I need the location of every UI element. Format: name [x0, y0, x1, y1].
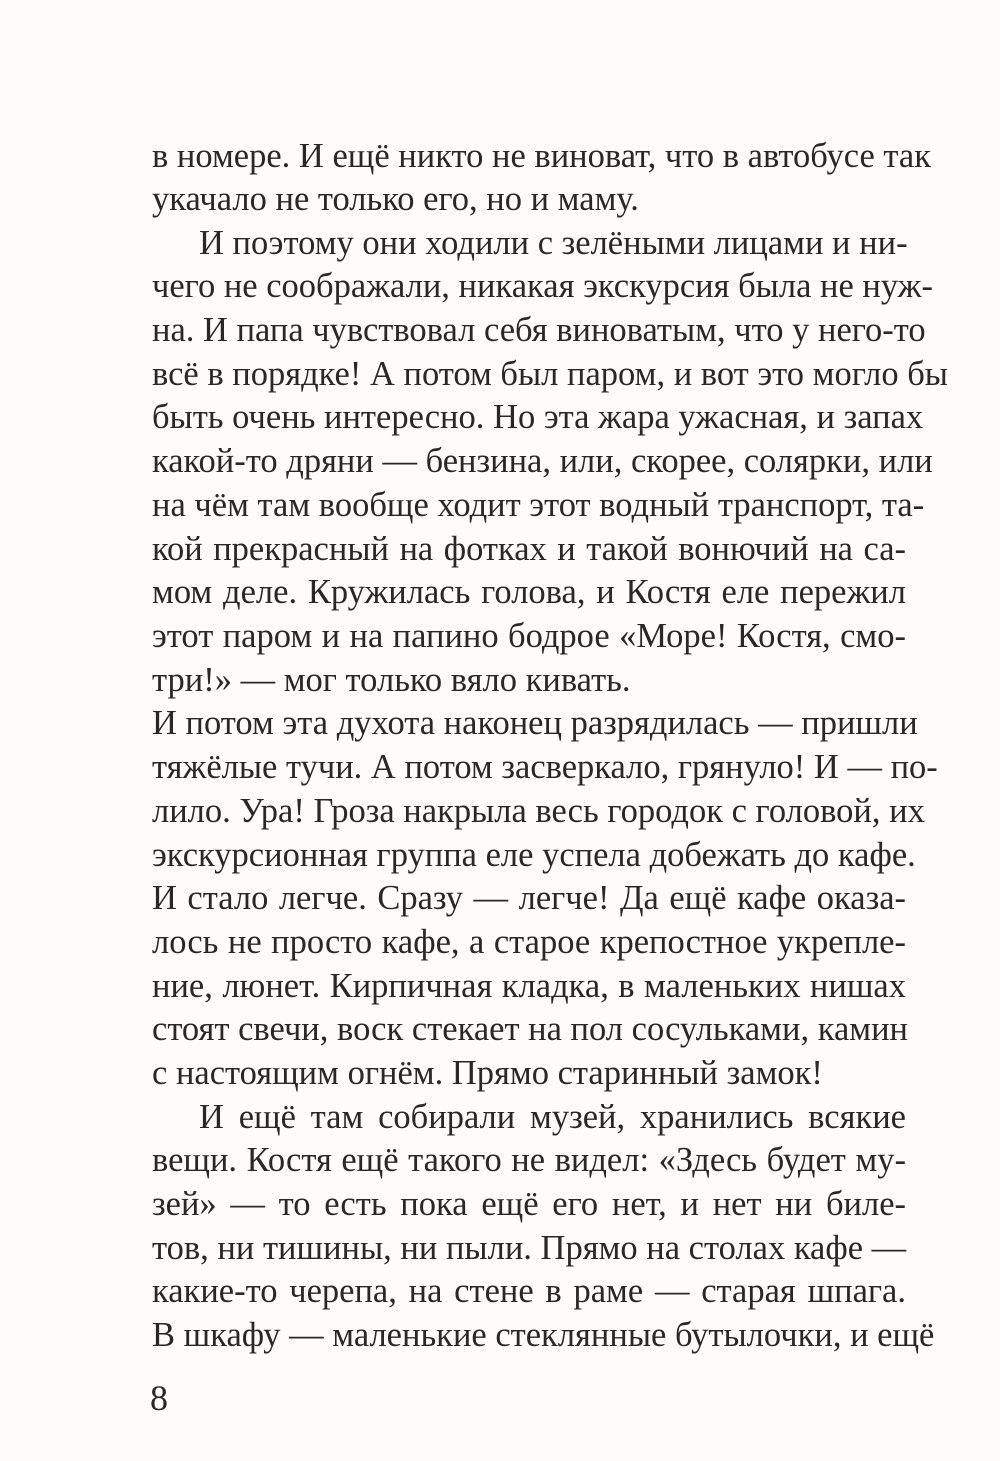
text-line: вещи. Костя ещё такого не видел: «Здесь будет му-	[152, 1141, 906, 1179]
text-line: И потом эта духота наконец разрядилась — пришли	[152, 704, 918, 742]
text-line: тяжёлые тучи. А потом засверкало, грянуло! И — по-	[152, 748, 938, 786]
text-line: экскурсионная группа еле успела добежать до кафе.	[152, 836, 916, 874]
text-line: три!» — мог только вяло кивать.	[152, 661, 631, 699]
text-line: быть очень интересно. Но эта жара ужасная, и запах	[152, 398, 924, 436]
page-number: 8	[150, 1378, 168, 1418]
text-line: И поэтому они ходили с зелёными лицами и ни-	[199, 224, 908, 262]
text-line: этот паром и на папино бодрое «Море! Костя, смо-	[152, 617, 906, 655]
text-line: какой-то дряни — бензина, или, скорее, солярки, или	[152, 442, 933, 480]
text-line: В шкафу — маленькие стеклянные бутылочки, и ещё	[152, 1316, 935, 1354]
text-line: укачало не только его, но и маму.	[152, 180, 639, 218]
text-line: ние, люнет. Кирпичная кладка, в маленьких нишах	[152, 967, 906, 1005]
text-line: стоят свечи, воск стекает на пол сосульками, камин	[152, 1010, 909, 1048]
text-line: лось не просто кафе, а старое крепостное укрепле-	[152, 923, 906, 961]
text-line: лило. Ура! Гроза накрыла весь городок с головой, их	[152, 792, 925, 830]
text-line: на чём там вообще ходит этот водный транспорт, та-	[152, 486, 925, 524]
text-line: кой прекрасный на фотках и такой вонючий на са-	[152, 530, 906, 568]
text-line: И стало легче. Сразу — легче! Да ещё кафе оказа-	[152, 879, 906, 917]
text-line: на. И папа чувствовал себя виноватым, что у него-то	[152, 311, 926, 349]
text-line: зей» — то есть пока ещё его нет, и нет ни биле-	[152, 1185, 906, 1223]
text-line: чего не соображали, никакая экскурсия была не нуж-	[152, 267, 934, 305]
text-line: всё в порядке! А потом был паром, и вот это могло бы	[152, 355, 948, 393]
text-line: с настоящим огнём. Прямо старинный замок!	[152, 1054, 823, 1092]
text-line: тов, ни тишины, ни пыли. Прямо на столах кафе —	[152, 1229, 907, 1267]
text-line: в номере. И ещё никто не виноват, что в автобусе так	[152, 137, 931, 175]
text-line: мом деле. Кружилась голова, и Костя еле пережил	[152, 573, 906, 611]
text-line: какие-то черепа, на стене в раме — старая шпага.	[152, 1272, 906, 1310]
text-line: И ещё там собирали музей, хранились всякие	[199, 1098, 906, 1136]
